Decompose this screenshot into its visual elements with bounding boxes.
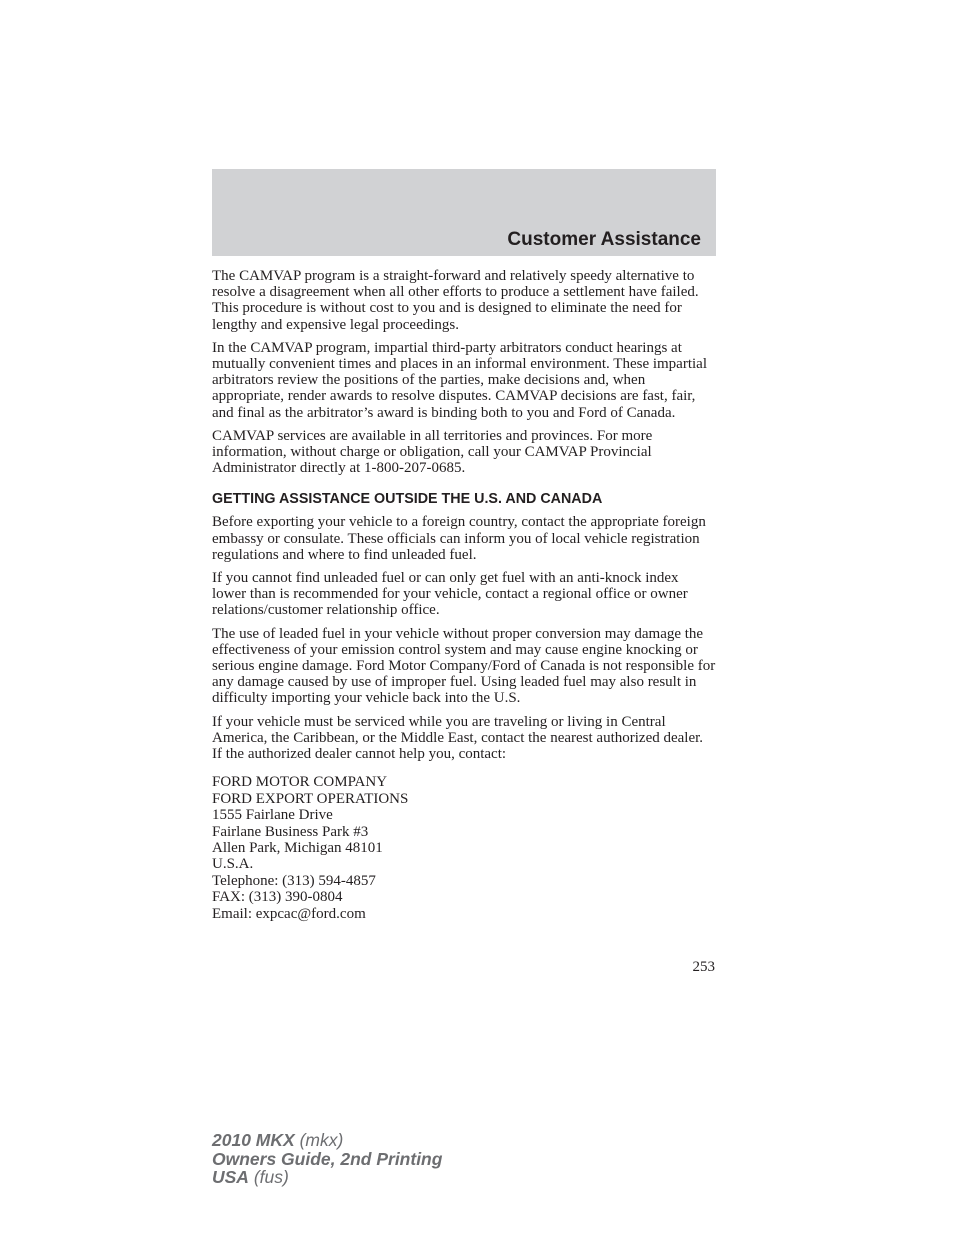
- section-title: Customer Assistance: [507, 229, 701, 250]
- footer-line-market: [212, 1168, 442, 1187]
- paragraph-servicing-abroad: If your vehicle must be serviced while you are traveling or living in Central America, the Caribbean, or the Middle East, contact the nearest authorized dealer. If the authorized dealer cannot help you, contact:: [212, 713, 704, 763]
- address-fax: FAX: (313) 390-0804: [212, 889, 343, 906]
- paragraph-camvap-arbitrators: In the CAMVAP program, impartial third-party arbitrators conduct hearings at mutually convenient times and places in an informal environment. These impartial arbitrators review the positions of the parties, make decisions and, when appropriate, render awards to resolve disputes. CAMVAP decisions are fast, fair, and final as the arbitrator’s award is binding both to you and Ford of Canada.: [212, 339, 707, 421]
- footer-market: USA: [212, 1167, 249, 1187]
- page-content: [212, 268, 716, 922]
- paragraph-camvap-services: CAMVAP services are available in all territories and provinces. For more information, without charge or obligation, call your CAMVAP Provincial Administrator directly at 1-800-207-0685.: [212, 427, 653, 477]
- paragraph-exporting: Before exporting your vehicle to a foreign country, contact the appropriate foreign embassy or consulate. These officials can inform you of local vehicle registration regulations and where to find unleaded fuel.: [212, 514, 706, 563]
- address-line: Fairlane Business Park #3: [212, 823, 369, 840]
- footer-model-code: (mkx): [299, 1130, 344, 1150]
- document-footer: [212, 1131, 442, 1187]
- paragraph-leaded-fuel: The use of leaded fuel in your vehicle without proper conversion may damage the effectiveness of your emission control system and may cause engine knocking or serious engine damage. Ford Motor Company/Ford of Canada is not responsible for any damage caused by use of improper fuel. Using leaded fuel may also result in difficulty importing your vehicle back into the U.S.: [212, 625, 716, 707]
- subheading-outside-us-canada: GETTING ASSISTANCE OUTSIDE THE U.S. AND CANADA: [212, 491, 603, 508]
- footer-printing: Owners Guide, 2nd Printing: [212, 1148, 443, 1169]
- footer-line-model: [212, 1131, 442, 1150]
- section-header-band: [212, 169, 716, 256]
- address-line: U.S.A.: [212, 856, 254, 873]
- address-line: FORD MOTOR COMPANY: [212, 774, 388, 791]
- footer-line-printing: [212, 1150, 442, 1169]
- address-line: FORD EXPORT OPERATIONS: [212, 790, 409, 807]
- footer-market-code: (fus): [253, 1167, 289, 1187]
- footer-model: 2010 MKX: [212, 1130, 295, 1150]
- address-line: 1555 Fairlane Drive: [212, 807, 333, 824]
- paragraph-unleaded-fuel: If you cannot find unleaded fuel or can only get fuel with an anti-knock index lower than is recommended for your vehicle, contact a regional office or owner relations/customer relationship office.: [212, 570, 688, 619]
- page-number: 253: [692, 959, 715, 975]
- contact-address: [212, 774, 716, 922]
- address-telephone: Telephone: (313) 594-4857: [212, 872, 376, 889]
- paragraph-camvap-intro: The CAMVAP program is a straight-forward and relatively speedy alternative to resolve a disagreement when all other efforts to produce a settlement have failed. This procedure is without cost to you and is designed to eliminate the need for lengthy and expensive legal proceedings.: [212, 268, 699, 333]
- address-line: Allen Park, Michigan 48101: [212, 839, 383, 856]
- address-email: Email: expcac@ford.com: [212, 905, 366, 922]
